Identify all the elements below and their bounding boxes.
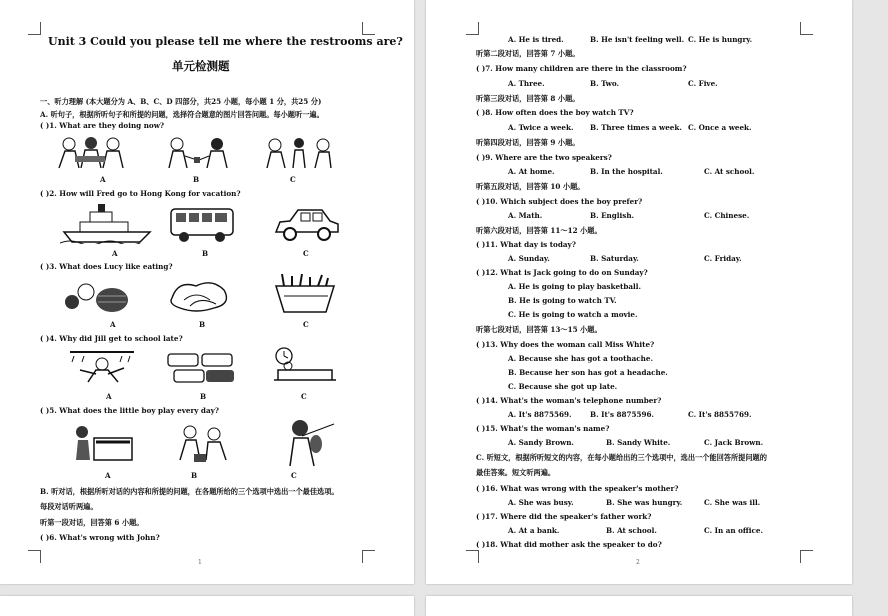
part-b-instruction: B. 听对话，根据所听对话的内容和所提的问题，在各题所给的三个选项中选出一个最佳选项。: [40, 487, 339, 496]
q9-option-b: B. In the hospital.: [590, 167, 663, 176]
option-a-label: A: [100, 175, 106, 184]
crop-mark: [28, 22, 41, 35]
q17-option-c: C. In an office.: [704, 526, 763, 535]
q8-option-b: B. Three times a week.: [590, 123, 682, 132]
listen-instruction: 听第七段对话，回答第 13～15 小题。: [476, 325, 602, 334]
option-a-label: A: [112, 249, 118, 258]
q16-option-c: C. She was ill.: [704, 498, 761, 507]
question-2: ( )2. How will Fred go to Hong Kong for vacation?: [40, 189, 241, 198]
crop-mark: [466, 22, 479, 35]
option-b-label: B: [202, 249, 209, 258]
q6-option-c: C. He is hungry.: [688, 35, 753, 44]
q8-option-c: C. Once a week.: [688, 123, 752, 132]
q7-option-b: B. Two.: [590, 79, 619, 88]
document-page-1: [0, 0, 414, 584]
fruit-image: [62, 274, 132, 314]
q11-option-a: A. Sunday.: [508, 254, 550, 263]
q12-option-a: A. He is going to play basketball.: [508, 282, 641, 291]
question-5: ( )5. What does the little boy play every day?: [40, 406, 220, 415]
question-8: ( )8. How often does the boy watch TV?: [476, 108, 634, 117]
q6-option-a: A. He is tired.: [508, 35, 564, 44]
option-a-label: A: [106, 392, 112, 401]
option-b-label: B: [200, 392, 207, 401]
vegetable-image: [166, 274, 236, 314]
listen-instruction: 听第三段对话，回答第 8 小题。: [476, 94, 580, 103]
clock-bed-image: [270, 346, 340, 386]
question-7: ( )7. How many children are there in the classroom?: [476, 64, 687, 73]
option-b-label: B: [191, 471, 198, 480]
bus-image: [168, 206, 238, 244]
crop-mark: [362, 22, 375, 35]
q13-option-c: C. Because she got up late.: [508, 382, 618, 391]
option-a-label: A: [105, 471, 111, 480]
option-c-label: C: [303, 320, 309, 329]
question-3: ( )3. What does Lucy like eating?: [40, 262, 173, 271]
option-b-label: B: [199, 320, 206, 329]
listen-instruction: 听第二段对话，回答第 7 小题。: [476, 49, 580, 58]
ship-image: [60, 202, 154, 244]
part-c-instruction-2: 最佳答案。短文听两遍。: [476, 468, 556, 477]
document-page-3: [0, 596, 414, 616]
q17-option-a: A. At a bank.: [508, 526, 560, 535]
q11-option-b: B. Saturday.: [590, 254, 639, 263]
crop-mark: [362, 550, 375, 563]
q17-option-b: B. At school.: [606, 526, 657, 535]
option-c-label: C: [291, 471, 297, 480]
q10-option-c: C. Chinese.: [704, 211, 750, 220]
rain-image: [66, 346, 138, 386]
q13-option-a: A. Because she has got a toothache.: [508, 354, 653, 363]
question-15: ( )15. What's the woman's name?: [476, 424, 610, 433]
part-b-instruction-2: 每段对话听两遍。: [40, 502, 98, 511]
option-b-image: [163, 136, 235, 170]
listen-instruction: 听第五段对话，回答第 10 小题。: [476, 182, 585, 191]
question-13: ( )13. Why does the woman call Miss White?: [476, 340, 655, 349]
page-number: 2: [636, 559, 640, 566]
blocks-image: [170, 422, 236, 466]
q11-option-c: C. Friday.: [704, 254, 742, 263]
option-c-image: [263, 136, 335, 170]
q16-option-b: B. She was hungry.: [606, 498, 683, 507]
document-page-2: [426, 0, 852, 584]
q6-option-b: B. He isn't feeling well.: [590, 35, 685, 44]
piano-image: [64, 420, 136, 466]
page-number: 1: [198, 559, 202, 566]
question-16: ( )16. What was wrong with the speaker's mother?: [476, 484, 679, 493]
document-page-4: [426, 596, 852, 616]
question-14: ( )14. What's the woman's telephone number?: [476, 396, 662, 405]
option-b-label: B: [193, 175, 200, 184]
traffic-image: [164, 350, 238, 386]
question-6: ( )6. What's wrong with John?: [40, 533, 160, 542]
option-a-label: A: [110, 320, 116, 329]
option-c-label: C: [301, 392, 307, 401]
q12-option-c: C. He is going to watch a movie.: [508, 310, 638, 319]
q8-option-a: A. Twice a week.: [508, 123, 574, 132]
question-4: ( )4. Why did Jill get to school late?: [40, 334, 183, 343]
question-17: ( )17. Where did the speaker's father work?: [476, 512, 652, 521]
q14-option-a: A. It's 8875569.: [508, 410, 572, 419]
q14-option-b: B. It's 8875596.: [590, 410, 655, 419]
q15-option-b: B. Sandy White.: [606, 438, 671, 447]
question-11: ( )11. What day is today?: [476, 240, 576, 249]
question-12: ( )12. What is Jack going to do on Sunday?: [476, 268, 648, 277]
q10-option-b: B. English.: [590, 211, 635, 220]
option-c-label: C: [290, 175, 296, 184]
option-a-image: [55, 134, 127, 170]
question-18: ( )18. What did mother ask the speaker to do?: [476, 540, 662, 549]
q7-option-a: A. Three.: [508, 79, 545, 88]
option-c-label: C: [303, 249, 309, 258]
fries-image: [270, 272, 340, 314]
part-c-instruction: C. 听短文，根据所听短文的内容，在每小题给出的三个选项中，选出一个能回答所提问题的: [476, 453, 767, 462]
question-1: ( )1. What are they doing now?: [40, 121, 165, 130]
crop-mark: [800, 550, 813, 563]
q16-option-a: A. She was busy.: [508, 498, 574, 507]
crop-mark: [28, 550, 41, 563]
q7-option-c: C. Five.: [688, 79, 718, 88]
listen-instruction: 听第六段对话，回答第 11～12 小题。: [476, 226, 602, 235]
q15-option-a: A. Sandy Brown.: [508, 438, 574, 447]
car-image: [272, 204, 342, 244]
page-title: Unit 3 Could you please tell me where the restrooms are?: [48, 35, 403, 48]
question-10: ( )10. Which subject does the boy prefer?: [476, 197, 643, 206]
q10-option-a: A. Math.: [508, 211, 543, 220]
q14-option-c: C. It's 8855769.: [688, 410, 752, 419]
q15-option-c: C. Jack Brown.: [704, 438, 764, 447]
q9-option-c: C. At school.: [704, 167, 755, 176]
crop-mark: [466, 550, 479, 563]
question-9: ( )9. Where are the two speakers?: [476, 153, 612, 162]
part-a-instruction: A. 听句子，根据所听句子和所提的问题，选择符合题意的图片回答问题。每小题听一遍。: [40, 110, 324, 119]
q9-option-a: A. At home.: [508, 167, 555, 176]
page-subtitle: 单元检测题: [172, 59, 230, 73]
violin-image: [272, 418, 338, 468]
crop-mark: [800, 22, 813, 35]
section-heading: 一、听力理解 (本大题分为 A、B、C、D 四部分，共25 小题，每小题 1 分，共25 分): [40, 97, 322, 106]
listen-instruction: 听第一段对话，回答第 6 小题。: [40, 518, 144, 527]
q12-option-b: B. He is going to watch TV.: [508, 296, 617, 305]
q13-option-b: B. Because her son has got a headache.: [508, 368, 668, 377]
listen-instruction: 听第四段对话，回答第 9 小题。: [476, 138, 580, 147]
